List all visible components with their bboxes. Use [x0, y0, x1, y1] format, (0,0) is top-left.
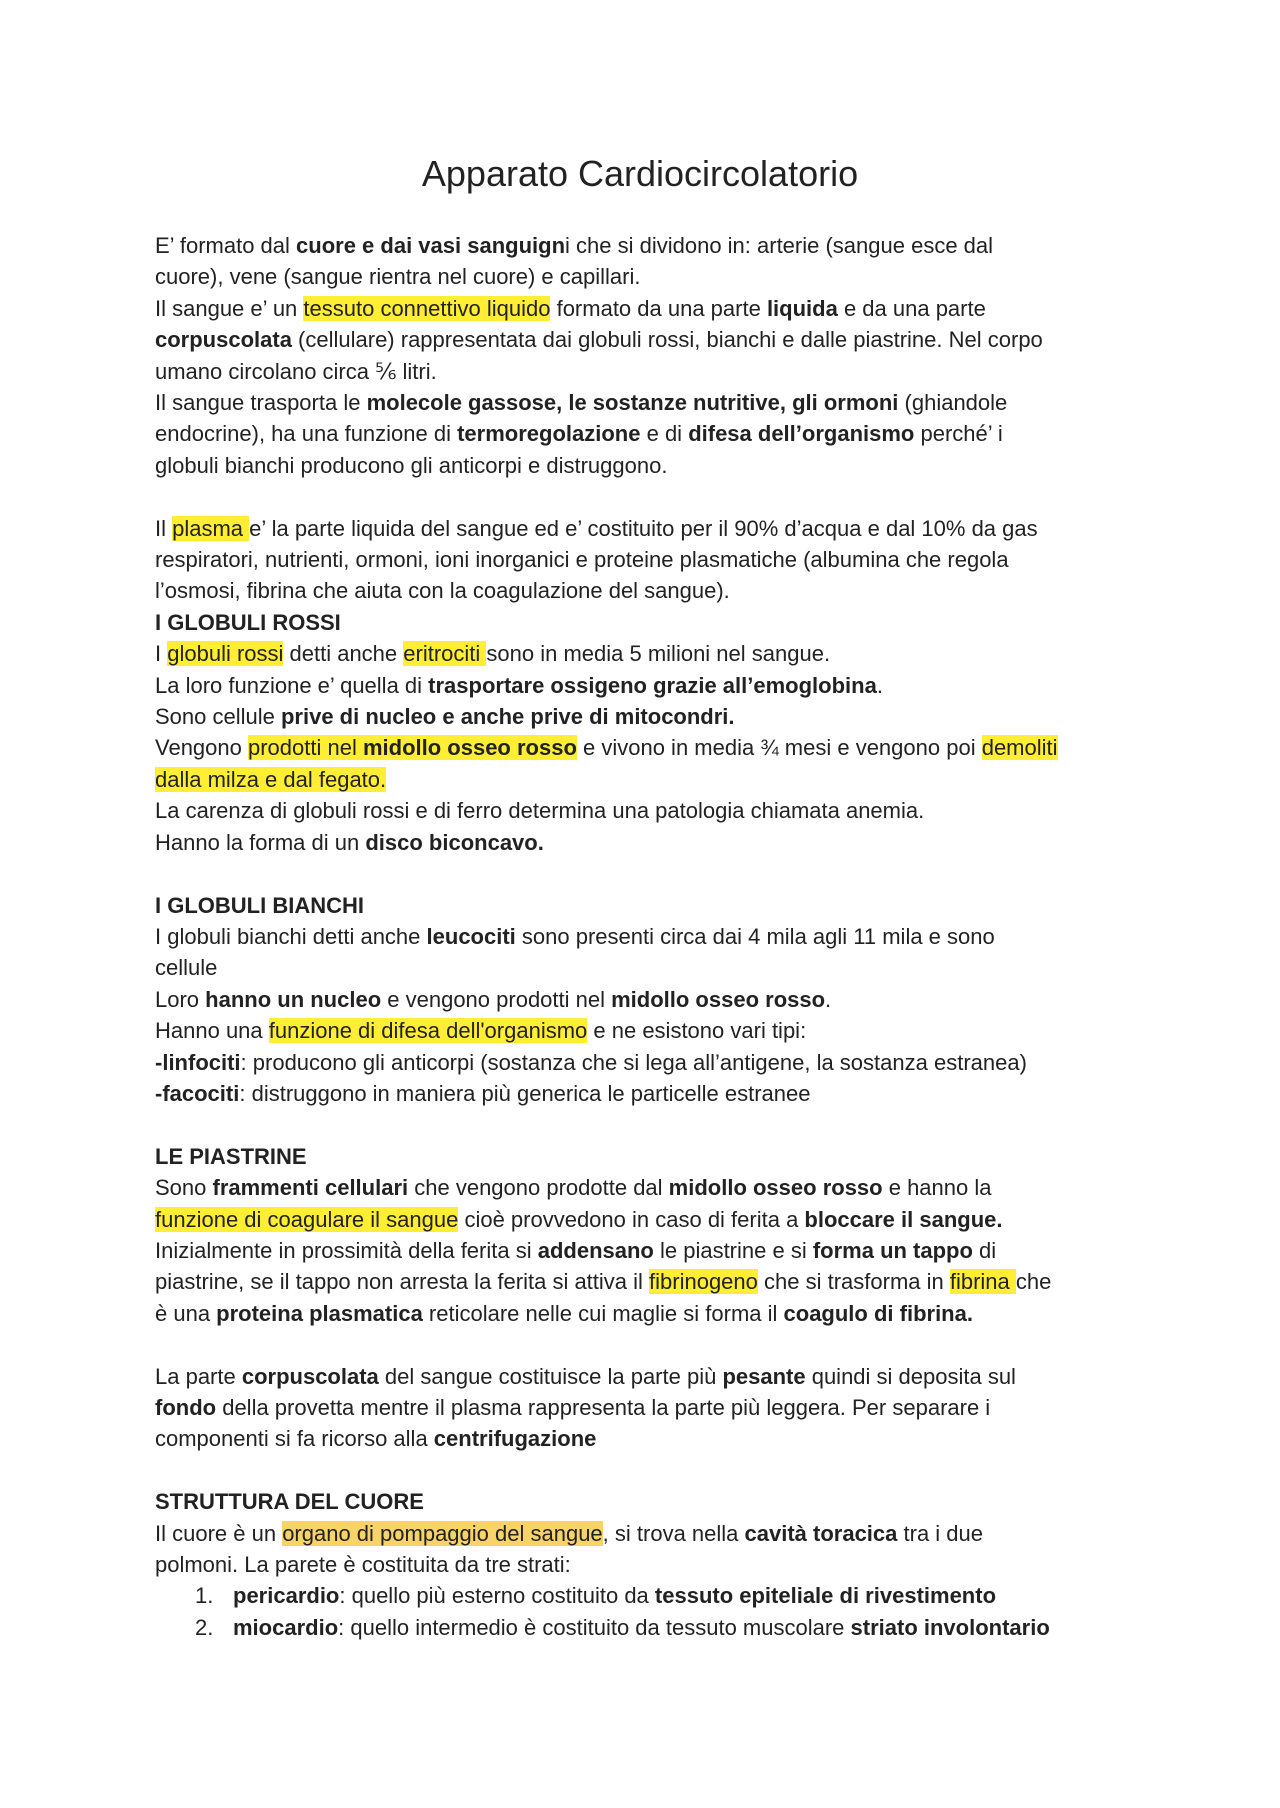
section-heading-globuli-rossi: I GLOBULI ROSSI — [155, 609, 341, 635]
highlight: plasma — [172, 515, 250, 541]
intro-paragraph: E’ formato dal cuore e dai vasi sanguigni che si dividono in: arterie (sangue esce dal cuore), vene (sangue rientra nel cuore) e capillari. Il sangue e’ un tessuto connettivo liquido formato da una parte liquida e da una parte corpuscolata (cellulare) rappresentata dai globuli rossi, bianchi e dalle piastrine. Nel corpo umano circolano circa ⅚ litri. Il sangue trasporta le molecole gassose, le sostanze nutritive, gli ormoni (ghiandole endocrine), ha una funzione di termoregolazione e di difesa dell’organismo perché’ i globuli bianchi producono gli anticorpi e distruggono. — [155, 233, 1043, 478]
highlight: tessuto connettivo liquido — [303, 295, 551, 321]
highlight: funzione di coagulare il sangue — [155, 1206, 459, 1232]
list-item: 2. miocardio: quello intermedio è costituito da tessuto muscolare striato involontario — [195, 1614, 1050, 1640]
list-item: 1. pericardio: quello più esterno costituito da tessuto epiteliale di rivestimento — [195, 1583, 997, 1609]
heart-layers-list — [155, 1580, 1145, 1643]
page-title: Apparato Cardiocircolatorio — [421, 153, 859, 194]
piastrine-paragraph: Sono frammenti cellulari che vengono prodotte dal midollo osseo rosso e hanno la funzione di coagulare il sangue cioè provvedono in caso di ferita a bloccare il sangue. Inizialmente in prossimità della ferita si addensano le piastrine e si forma un tappo di piastrine, se il tappo non arresta la ferita si attiva il fibrinogeno che si trasforma in fibrina che è una proteina plasmatica reticolare nelle cui maglie si forma il coagulo di fibrina. — [155, 1175, 1052, 1326]
highlight: globuli rossi — [167, 641, 284, 667]
section-heading-globuli-bianchi: I GLOBULI BIANCHI — [155, 892, 364, 918]
highlight: fibrinogeno — [649, 1269, 758, 1295]
globuli-rossi-paragraph: I globuli rossi detti anche eritrociti sono in media 5 milioni nel sangue. La loro funzione e’ quella di trasportare ossigeno grazie all’emoglobina. Sono cellule prive di nucleo e anche prive di mitocondri. Vengono prodotti nel midollo osseo rosso e vivono in media ¾ mesi e vengono poi demoliti dalla milza e dal fegato. La carenza di globuli rossi e di ferro determina una patologia chiamata anemia. Hanno la forma di un disco biconcavo. — [155, 641, 1058, 855]
section-heading-piastrine: LE PIASTRINE — [155, 1143, 307, 1169]
document-body — [155, 230, 1145, 1643]
highlight: dalla milza e dal fegato. — [155, 766, 387, 792]
section-heading-struttura-cuore: STRUTTURA DEL CUORE — [155, 1489, 424, 1515]
highlight: funzione di difesa dell'organismo — [268, 1018, 588, 1044]
highlight: prodotti nel midollo osseo rosso — [247, 735, 577, 761]
cuore-paragraph: Il cuore è un organo di pompaggio del sangue, si trova nella cavità toracica tra i due polmoni. La parete è costituita da tre strati: — [155, 1520, 983, 1577]
highlight: eritrociti — [403, 641, 487, 667]
globuli-bianchi-paragraph: I globuli bianchi detti anche leucociti sono presenti circa dai 4 mila agli 11 mila e sono cellule Loro hanno un nucleo e vengono prodotti nel midollo osseo rosso. Hanno una funzione di difesa dell'organismo e ne esistono vari tipi: -linfociti: producono gli anticorpi (sostanza che si lega all’antigene, la sostanza estranea) -facociti: distruggono in maniera più generica le particelle estranee — [155, 923, 1027, 1106]
plasma-paragraph: Il plasma e’ la parte liquida del sangue ed e’ costituito per il 90% d’acqua e dal 10% da gas respiratori, nutrienti, ormoni, ioni inorganici e proteine plasmatiche (albumina che regola l’osmosi, fibrina che aiuta con la coagulazione del sangue). — [155, 515, 1038, 604]
highlight: fibrina — [949, 1269, 1016, 1295]
highlight: demoliti — [981, 735, 1058, 761]
highlight: organo di pompaggio del sangue — [282, 1520, 603, 1546]
corpuscolata-paragraph: La parte corpuscolata del sangue costituisce la parte più pesante quindi si deposita sul fondo della provetta mentre il plasma rappresenta la parte più leggera. Per separare i componenti si fa ricorso alla centrifugazione — [155, 1363, 1016, 1452]
